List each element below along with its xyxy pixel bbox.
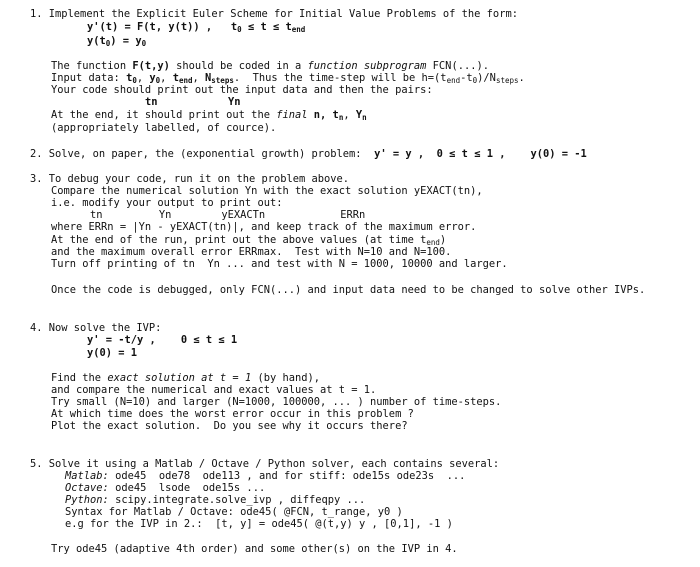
item-1-para-line-2: Input data: $t_0$, $y_0$, $t_{end}$, $N_{steps}$. Thus the time-step will be $h=(t_{end}-t_0)/N_{steps}$.: [51, 72, 525, 85]
text: The function: [51, 60, 127, 72]
ic-rhs-subscript: 0: [141, 39, 147, 48]
tend-subscript: end: [291, 25, 306, 34]
item-5-final: Try ode45 (adaptive 4th order) and some other(s) on the IVP in 4.: [51, 543, 458, 555]
text: Thus the time-step will be h=(t: [252, 72, 447, 84]
y0-symbol: $y_0$: [149, 72, 161, 85]
text: Input data:: [51, 72, 120, 84]
label: Octave:: [65, 482, 109, 494]
t0-symbol: $t_0$: [126, 72, 137, 85]
text: ): [439, 234, 447, 246]
item-1-heading: [30, 8, 518, 20]
ic-rhs: ) = y: [110, 35, 142, 47]
label: Matlab:: [65, 470, 109, 482]
item-1-para-line-1: [51, 60, 489, 72]
item-4-equation: [87, 334, 237, 346]
item-4-line-3: Try small (N=10) and larger (N=1000, 100000, ... ) number of time-steps.: [51, 396, 502, 408]
n-symbol: n,: [313, 109, 327, 121]
item-4-line-1: [51, 372, 320, 384]
item-4-line-4: At which time does the worst error occur in this problem ?: [51, 408, 414, 420]
subscript: steps: [495, 76, 519, 85]
item-number: 1.: [30, 8, 43, 20]
emphasis: function subprogram: [307, 60, 427, 72]
item-3-line-5: where ERRn = |Yn - yEXACT(tn)|, and keep track of the maximum error.: [51, 221, 477, 233]
equation-lhs: y'(t) = F(t, y(t)) ,: [87, 21, 213, 33]
subscript: end: [446, 76, 461, 85]
item-1-title: Implement the Explicit Euler Scheme for Initial Value Problems of the form:: [48, 8, 518, 20]
item-5-octave: [65, 482, 265, 494]
text: To debug your code, run it on the problem above.: [48, 173, 350, 185]
text: ode45 ode78 ode113 , and for stiff: ode15s ode23s ...: [115, 470, 466, 482]
item-3-output-columns: tn Yn yEXACTn ERRn: [90, 209, 366, 221]
item-2-initial-condition: y(0) = -1: [530, 148, 587, 160]
item-1-equation: [87, 21, 305, 36]
item-4-initial-condition: y(0) = 1: [87, 347, 138, 359]
item-4-line-2: and compare the numerical and exact values at t = 1.: [51, 384, 377, 396]
text: -t: [460, 72, 473, 84]
subscript: 0: [472, 76, 478, 85]
t0-symbol: t: [230, 21, 238, 33]
item-2: [30, 148, 587, 160]
equation: y' = -t/y ,: [87, 334, 156, 346]
ic-lhs: y(t: [87, 35, 106, 47]
pair-yn: Yn: [228, 96, 241, 108]
text: Find the: [51, 372, 102, 384]
text: ode45 lsode ode15s ...: [115, 482, 266, 494]
item-1-initial-condition: [87, 35, 146, 50]
tend-symbol: t: [285, 21, 292, 33]
item-1-para-line-3: Your code should print out the input data and then the pairs:: [51, 84, 433, 96]
item-5-syntax: Syntax for Matlab / Octave: ode45( @FCN, t_range, y0 ): [65, 506, 403, 518]
text: At the end of the run, print out the above values (at time t: [51, 234, 427, 246]
item-number: 4.: [30, 322, 43, 334]
item-3-line-2: Compare the numerical solution Yn with the exact solution yEXACT(tn),: [51, 185, 483, 197]
item-4-heading: [30, 322, 161, 334]
item-5-example: e.g for the IVP in 2.: [t, y] = ode45( @(t,y) y , [0,1], -1 ): [65, 518, 453, 530]
tend-symbol: $t_{end}$: [172, 72, 193, 85]
item-2-text: Solve, on paper, the (exponential growth) problem:: [48, 148, 362, 160]
item-3-line-7: and the maximum overall error ERRmax. Test with N=10 and N=100.: [51, 246, 452, 258]
yn-symbol: $Y_n$: [355, 109, 367, 122]
text: should be coded in a: [176, 60, 302, 72]
text: )/N: [477, 72, 496, 84]
emphasis: exact solution at t = 1: [107, 372, 252, 384]
t0-subscript: 0: [237, 25, 242, 34]
item-number: 5.: [30, 458, 43, 470]
ic-lhs-subscript: 0: [105, 39, 111, 48]
pair-tn: tn: [145, 96, 158, 108]
text: At the end, it should print out the: [51, 109, 270, 121]
tn-symbol: $t_n$: [332, 109, 344, 122]
item-number: 3.: [30, 173, 43, 185]
subscript: end: [426, 238, 440, 247]
label: Python:: [65, 494, 109, 506]
range: 0 ≤ t ≤ 1: [180, 334, 238, 346]
text: .: [518, 72, 525, 84]
item-3-line-1: [30, 173, 349, 185]
item-5-python: [65, 494, 365, 506]
item-5-title: Solve it using a Matlab / Octave / Python solver, each contains several:: [48, 458, 500, 470]
item-5-heading: [30, 458, 499, 470]
emphasis: final: [276, 109, 308, 121]
range-relation: ≤ t ≤: [247, 21, 280, 33]
function-symbol: F(t,y): [132, 60, 170, 72]
item-1-para-line-5: At the end, it should print out the final n, $t_n$, $Y_n$: [51, 109, 367, 122]
item-2-range: 0 ≤ t ≤ 1 ,: [436, 148, 506, 160]
text: FCN(...).: [432, 60, 489, 72]
item-number: 2.: [30, 148, 43, 160]
item-3-note: Once the code is debugged, only FCN(...) and input data need to be changed to solve other IVPs.: [51, 284, 646, 296]
item-5-matlab: [65, 470, 465, 482]
text: scipy.integrate.solve_ivp , diffeqpy ...: [115, 494, 366, 506]
item-4-title: Now solve the IVP:: [48, 322, 162, 334]
nsteps-symbol: $N_{steps}$: [205, 72, 234, 85]
item-3-line-8: Turn off printing of tn Yn ... and test with N = 1000, 10000 and larger.: [51, 258, 508, 270]
item-3-line-3: i.e. modify your output to print out:: [51, 197, 283, 209]
item-1-para-line-6: (appropriately labelled, of cource).: [51, 122, 277, 134]
item-4-line-5: Plot the exact solution. Do you see why it occurs there?: [51, 420, 408, 432]
text: (by hand),: [257, 372, 321, 384]
item-2-equation: y' = y ,: [374, 148, 425, 160]
